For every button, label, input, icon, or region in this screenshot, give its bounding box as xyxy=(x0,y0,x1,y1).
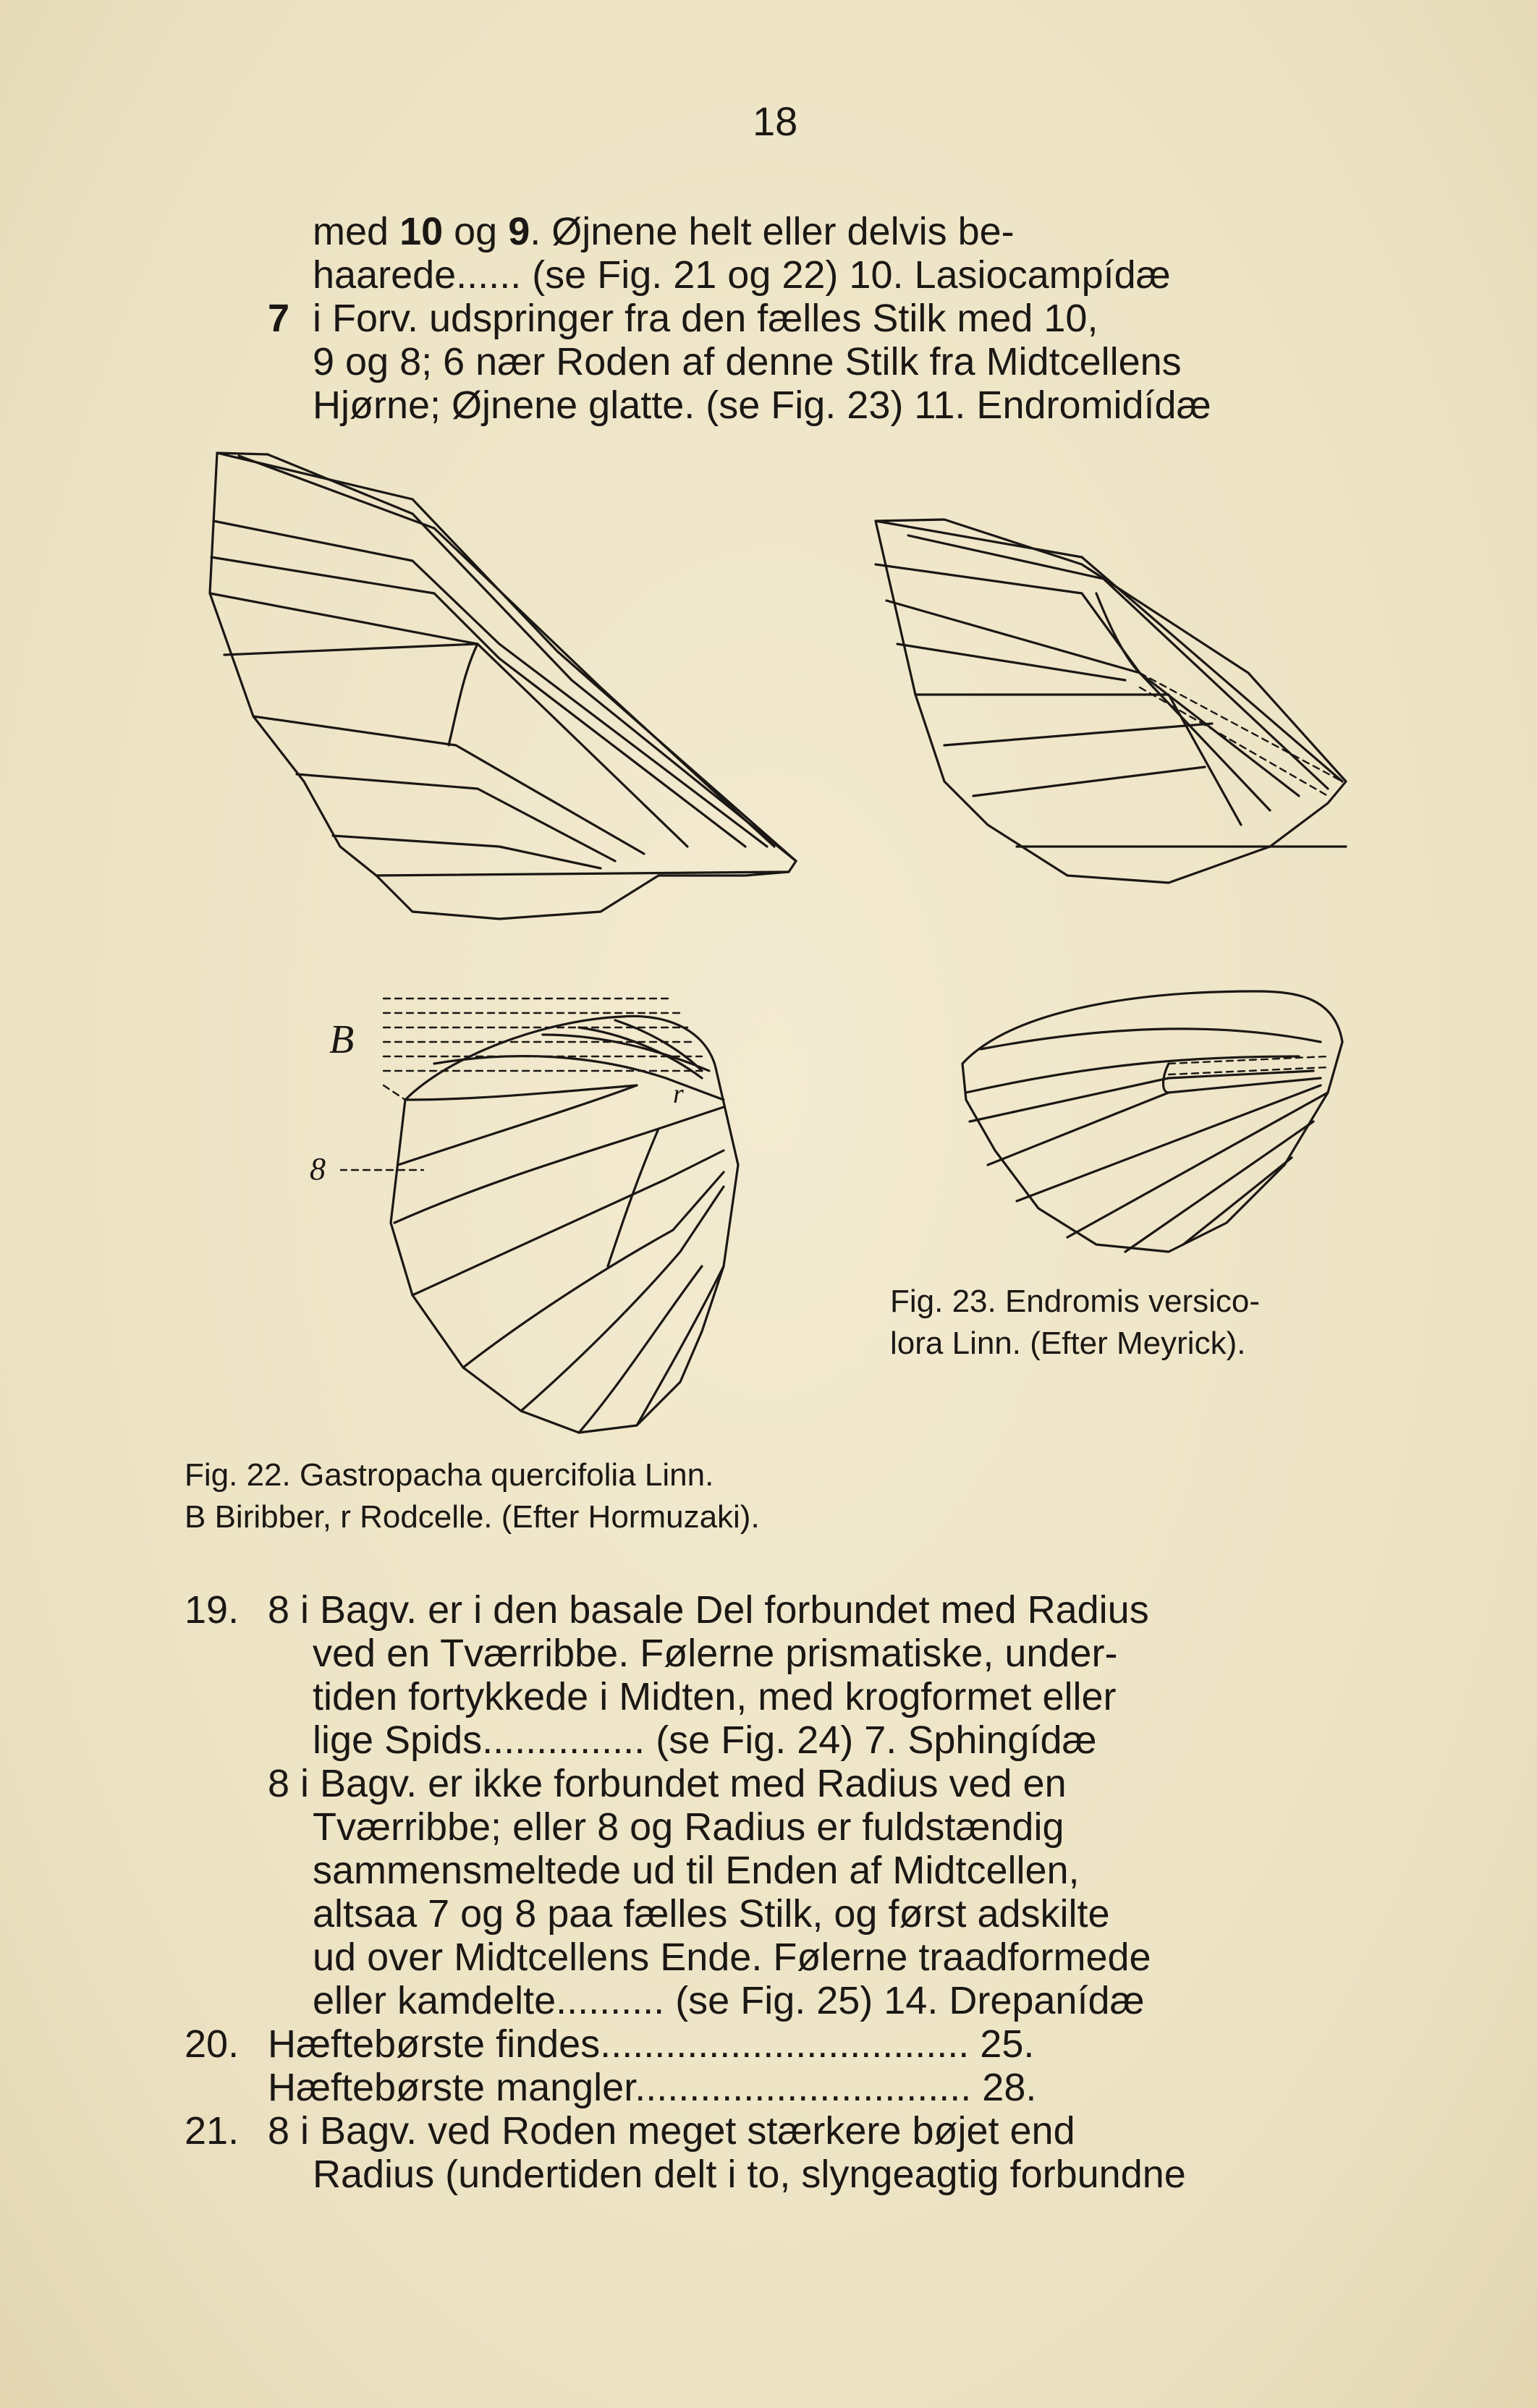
fig22-caption-line1: Fig. 22. Gastropacha quercifolia Linn. xyxy=(185,1457,714,1493)
fig23-caption-line1: Fig. 23. Endromis versico- xyxy=(890,1284,1261,1319)
key-line: eller kamdelte.......... (se Fig. 25) 14. Drepanídæ xyxy=(313,1979,1145,2022)
fig22-forewing-drawing xyxy=(195,441,825,933)
text-run: og xyxy=(443,210,509,253)
text-line-5: Hjørne; Øjnene glatte. (se Fig. 23) 11. Endromidídæ xyxy=(313,383,1211,427)
key-line: altsaa 7 og 8 paa fælles Stilk, og først adskilte xyxy=(313,1892,1110,1936)
key-line: 8 i Bagv. ved Roden meget stærkere bøjet end xyxy=(268,2109,1075,2153)
fig22-hindwing-drawing xyxy=(362,991,810,1454)
key-line: ved en Tværribbe. Følerne prismatiske, under- xyxy=(313,1632,1118,1675)
fig23-hindwing-drawing xyxy=(952,984,1357,1266)
text-line-2: haarede...... (se Fig. 21 og 22) 10. Lasiocampídæ xyxy=(313,253,1171,297)
couplet-number: 19. xyxy=(185,1588,240,1632)
couplet-number: 21. xyxy=(185,2109,240,2153)
page-number: 18 xyxy=(753,98,798,144)
label-r: r xyxy=(673,1079,684,1109)
text-run: med xyxy=(313,210,400,253)
text-line-1 xyxy=(313,210,1015,253)
couplet-number: 7 xyxy=(268,297,290,340)
vein-number: 10 xyxy=(399,210,444,253)
key-line: 8 i Bagv. er ikke forbundet med Radius ved en xyxy=(268,1762,1067,1805)
key-line: lige Spids............... (se Fig. 24) 7. Sphingídæ xyxy=(313,1718,1097,1762)
key-line: Hæftebørste mangler............................... 28. xyxy=(268,2066,1037,2109)
key-line: 8 i Bagv. er i den basale Del forbundet med Radius xyxy=(268,1588,1149,1632)
fig23-caption-line2: lora Linn. (Efter Meyrick). xyxy=(890,1326,1246,1361)
fig23-forewing-drawing xyxy=(865,506,1371,897)
text-run: . Øjnene helt eller delvis be- xyxy=(530,210,1015,253)
fig22-caption-line2: B Biribber, r Rodcelle. (Efter Hormuzaki). xyxy=(185,1499,760,1535)
label-B: B xyxy=(329,1017,355,1062)
text-line-4: 9 og 8; 6 nær Roden af denne Stilk fra Midtcellens xyxy=(313,340,1182,383)
couplet-number: 20. xyxy=(185,2022,240,2066)
key-line: Hæftebørste findes.................................. 25. xyxy=(268,2022,1035,2066)
key-line: tiden fortykkede i Midten, med krogformet eller xyxy=(313,1675,1117,1718)
label-8: 8 xyxy=(310,1151,326,1187)
key-line: sammensmeltede ud til Enden af Midtcellen, xyxy=(313,1849,1080,1892)
key-line: Radius (undertiden delt i to, slyngeagtig forbundne xyxy=(313,2153,1186,2196)
key-line: ud over Midtcellens Ende. Følerne traadformede xyxy=(313,1936,1151,1979)
key-line: Tværribbe; eller 8 og Radius er fuldstændig xyxy=(313,1805,1064,1849)
text-line-3: i Forv. udspringer fra den fælles Stilk med 10, xyxy=(313,297,1098,340)
label-8-leader xyxy=(340,1166,427,1174)
vein-number: 9 xyxy=(508,210,530,253)
